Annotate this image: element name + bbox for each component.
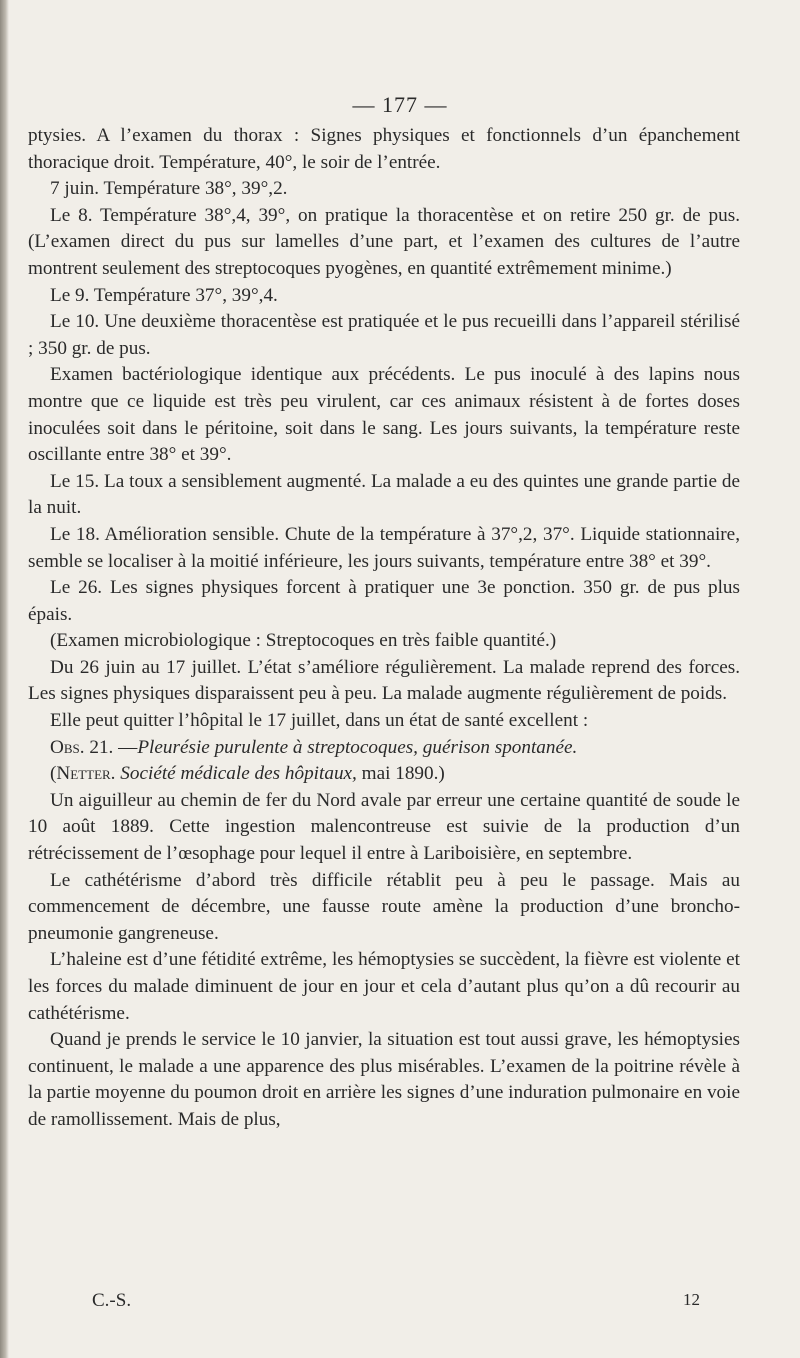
paragraph: Quand je prends le service le 10 janvier, la situation est tout aussi grave, les hémoptysies continuent, le malade a une apparence des plus misérables. L’examen de la poitrine révèle à la partie moyenne du poumon droit en arrière les signes d’une induration pulmonaire en voie de ramollissement. Mais de plus,	[28, 1029, 740, 1130]
paragraph: Le 18. Amélioration sensible. Chute de la température à 37°,2, 37°. Liquide stationnaire, semble se localiser à la moitié inférieure, les jours suivants, température entre 38° et 39°.	[28, 523, 740, 572]
paragraph: Le 8. Température 38°,4, 39°, on pratique la thoracentèse et on retire 250 gr. de pus. (L’examen direct du pus sur lamelles d’une part, et l’examen des cultures de l’autre montrent seulement des streptocoques pyogènes, en quantité extrêmement minime.)	[28, 204, 740, 279]
signature-number: 12	[683, 1290, 700, 1309]
paragraph: ptysies. A l’examen du thorax : Signes physiques et fonctionnels d’un épanchement thoracique droit. Température, 40°, le soir de l’entrée.	[28, 125, 740, 173]
paragraph: L’haleine est d’une fétidité extrême, les hémoptysies se succèdent, la fièvre est violente et les forces du malade diminuent de jour en jour et cela d’autant plus qu’on a dû recourir au cathétérisme.	[28, 949, 740, 1024]
observation-heading	[28, 735, 740, 762]
paragraph: Examen bactériologique identique aux précédents. Le pus inoculé à des lapins nous montre que ce liquide est très peu virulent, car ces animaux résistent à de fortes doses inoculées soit dans le péritoine, soit dans le sang. Les jours suivants, la température reste oscillante entre 38° et 39°.	[28, 364, 740, 466]
paragraph: Le 26. Les signes physiques forcent à pratiquer une 3e ponction. 350 gr. de pus plus épais.	[28, 577, 740, 625]
source-author: Netter.	[56, 763, 116, 785]
paragraph: Le 15. La toux a sensiblement augmenté. La malade a eu des quintes une grande partie de la nuit.	[28, 470, 740, 519]
observation-title: Pleurésie purulente à streptocoques, guérison spontanée.	[137, 736, 578, 758]
paragraph: Le 9. Température 37°, 39°,4.	[50, 284, 278, 306]
page-number: — 177 —	[352, 92, 448, 117]
source-open: (	[50, 763, 57, 785]
page-body	[28, 123, 740, 1134]
paragraph: (Examen microbiologique : Streptocoques en très faible quantité.)	[50, 630, 557, 652]
observation-dash: —	[113, 736, 138, 758]
source-title: Société médicale des hôpitaux,	[115, 763, 357, 785]
paragraph: Un aiguilleur au chemin de fer du Nord avale par erreur une certaine quantité de soude le 10 août 1889. Cette ingestion malencontreuse est suivie de la production d’un rétrécissement de l’œsophage pour lequel il entre à Lariboisière, en septembre.	[28, 789, 740, 865]
page-gutter-shadow	[0, 0, 9, 1358]
paragraph: Le cathétérisme d’abord très difficile rétablit peu à peu le passage. Mais au commencement de décembre, une fausse route amène la production d’une broncho-pneumonie gangreneuse.	[28, 869, 740, 944]
paragraph: Du 26 juin au 17 juillet. L’état s’améliore régulièrement. La malade reprend des forces. Les signes physiques disparaissent peu à peu. La malade augmente régulièrement de poids.	[28, 656, 740, 705]
source-date: mai 1890.)	[356, 763, 445, 785]
observation-label: Obs. 21.	[50, 736, 114, 758]
paragraph: 7 juin. Température 38°, 39°,2.	[50, 178, 288, 200]
paragraph: Le 10. Une deuxième thoracentèse est pratiquée et le pus recueilli dans l’appareil stérilisé ; 350 gr. de pus.	[28, 311, 740, 359]
observation-source	[28, 761, 740, 788]
signature-mark: C.-S.	[92, 1290, 132, 1311]
paragraph: Elle peut quitter l’hôpital le 17 juillet, dans un état de santé excellent :	[50, 710, 589, 732]
